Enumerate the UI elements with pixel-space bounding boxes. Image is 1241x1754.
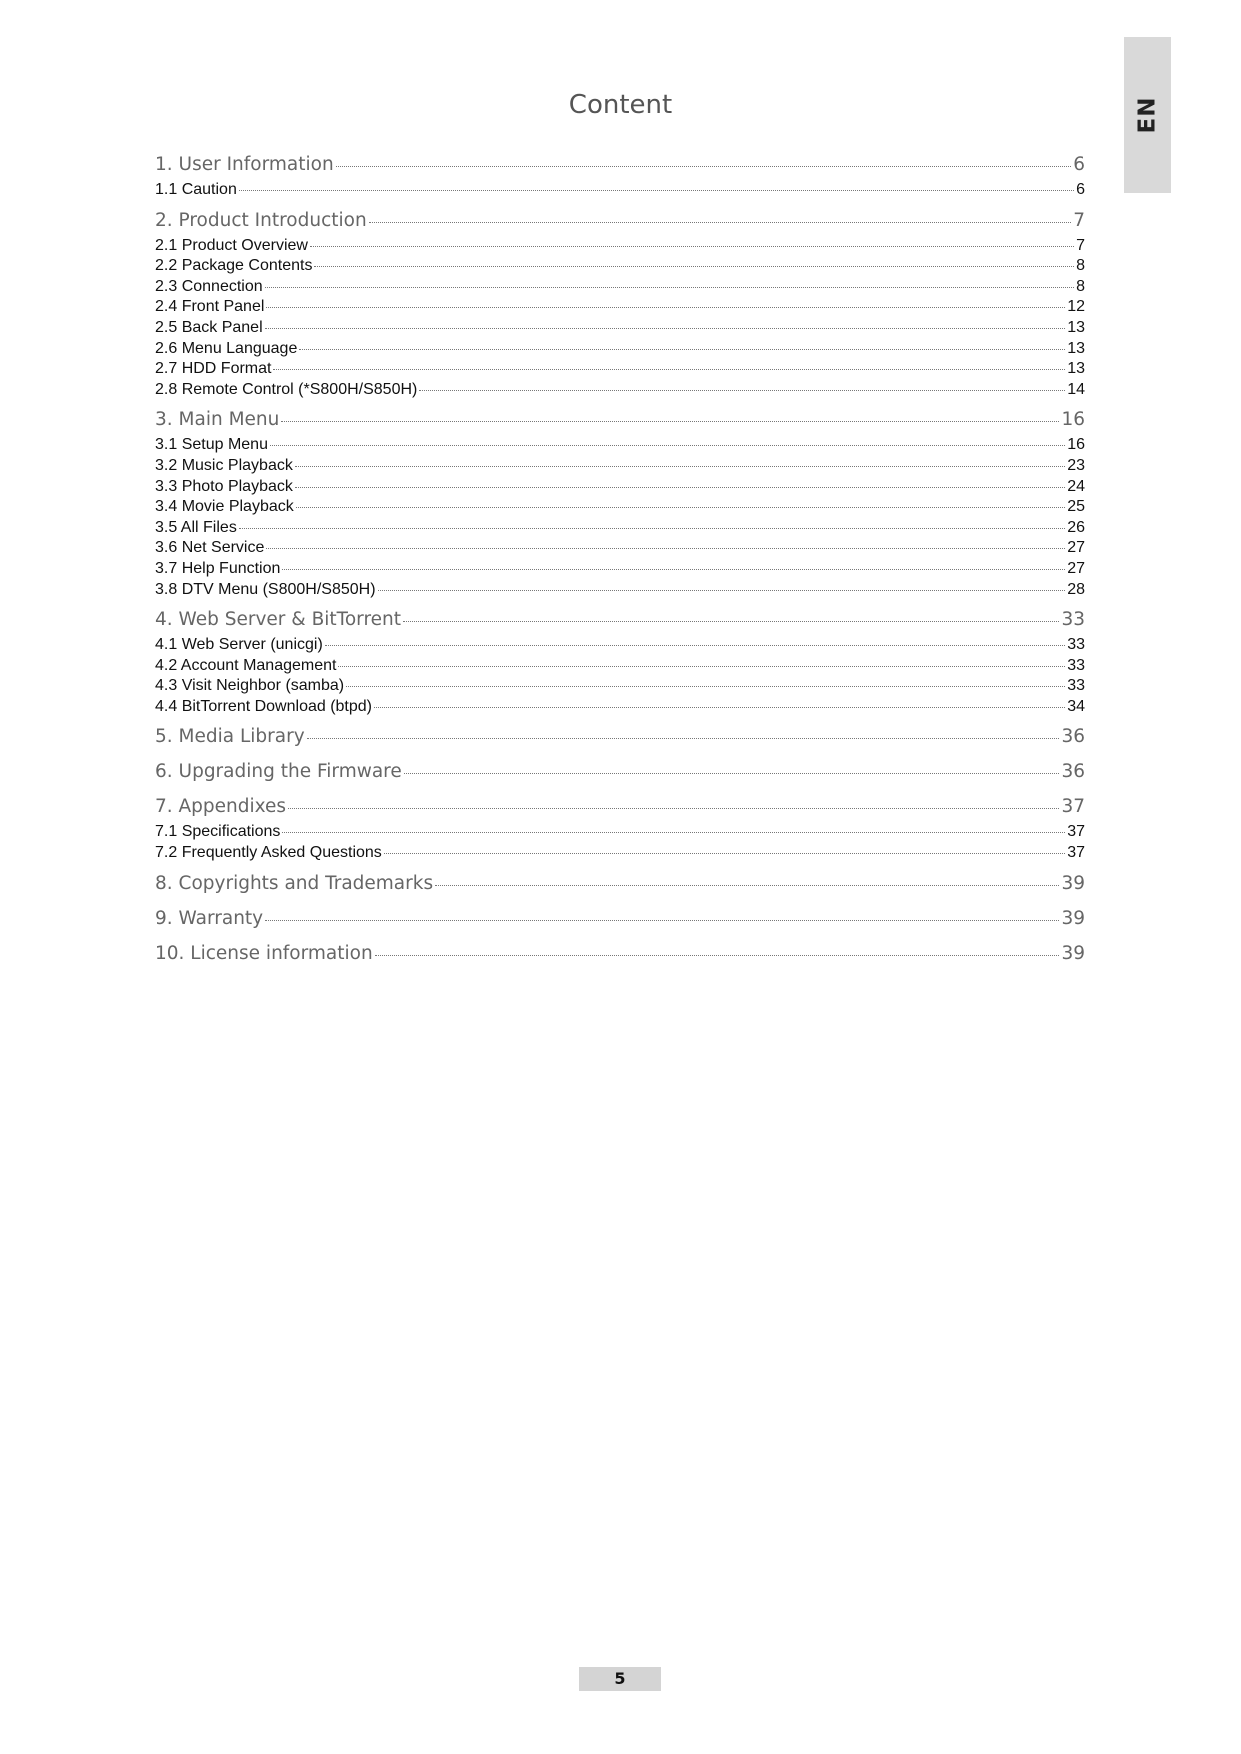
toc-subsection-entry [155, 256, 1085, 277]
toc-dot-leader [273, 369, 1065, 370]
toc-entry-page: 33 [1067, 656, 1085, 674]
toc-dot-leader [325, 645, 1065, 646]
toc-entry-page: 37 [1061, 796, 1085, 818]
toc-subsection-entry [155, 676, 1085, 697]
toc-dot-leader [404, 773, 1060, 774]
toc-dot-leader [266, 307, 1065, 308]
toc-section-entry [155, 939, 1085, 969]
toc-entry-label: 3.7 Help Function [155, 559, 281, 577]
toc-entry-page: 39 [1061, 872, 1085, 894]
toc-section-entry [155, 792, 1085, 822]
toc-entry-page: 36 [1061, 761, 1085, 783]
toc-dot-leader [375, 955, 1060, 956]
toc-entry-page: 8 [1076, 277, 1085, 295]
toc-section-entry [155, 150, 1085, 180]
toc-entry-label: 3.5 All Files [155, 518, 237, 536]
toc-entry-label: 3.3 Photo Playback [155, 477, 293, 495]
toc-entry-page: 25 [1067, 498, 1085, 516]
toc-entry-page: 13 [1067, 339, 1085, 357]
toc-dot-leader [295, 466, 1065, 467]
toc-dot-leader [288, 808, 1059, 809]
toc-dot-leader [295, 487, 1065, 488]
toc-entry-page: 33 [1067, 636, 1085, 654]
toc-dot-leader [338, 666, 1065, 667]
toc-entry-page: 7 [1073, 209, 1085, 231]
toc-subsection-entry [155, 656, 1085, 677]
toc-dot-leader [265, 328, 1066, 329]
toc-subsection-entry [155, 559, 1085, 580]
toc-entry-label: 4.1 Web Server (unicgi) [155, 636, 323, 654]
toc-entry-page: 33 [1061, 609, 1085, 631]
toc-section-entry [155, 757, 1085, 787]
toc-entry-label: 8. Copyrights and Trademarks [155, 872, 434, 894]
toc-dot-leader [384, 853, 1065, 854]
toc-dot-leader [374, 707, 1065, 708]
toc-entry-page: 39 [1061, 907, 1085, 929]
toc-entry-page: 12 [1067, 298, 1085, 316]
toc-dot-leader [270, 445, 1065, 446]
toc-entry-page: 33 [1067, 677, 1085, 695]
toc-dot-leader [299, 349, 1065, 350]
toc-entry-page: 14 [1067, 380, 1085, 398]
toc-entry-page: 16 [1067, 436, 1085, 454]
toc-entry-page: 7 [1076, 236, 1085, 254]
toc-dot-leader [281, 421, 1059, 422]
toc-entry-label: 2.6 Menu Language [155, 339, 298, 357]
toc-entry-page: 13 [1067, 360, 1085, 378]
toc-dot-leader [296, 507, 1065, 508]
toc-subsection-entry [155, 477, 1085, 498]
toc-entry-page: 27 [1067, 539, 1085, 557]
toc-entry-label: 4.2 Account Management [155, 656, 337, 674]
toc-entry-label: 3.1 Setup Menu [155, 436, 268, 454]
toc-entry-label: 7.1 Specifications [155, 823, 281, 841]
toc-dot-leader [282, 569, 1065, 570]
toc-entry-page: 6 [1073, 154, 1085, 175]
toc-entry-label: 3.2 Music Playback [155, 456, 293, 474]
toc-subsection-entry [155, 580, 1085, 601]
toc-entry-page: 6 [1076, 181, 1085, 198]
toc-entry-label: 3. Main Menu [155, 409, 280, 431]
toc-entry-label: 3.8 DTV Menu (S800H/S850H) [155, 580, 376, 598]
toc-entry-label: 7. Appendixes [155, 796, 287, 818]
toc-subsection-entry [155, 359, 1085, 380]
toc-entry-page: 28 [1067, 580, 1085, 598]
toc-subsection-entry [155, 518, 1085, 539]
page-title: Content [568, 90, 673, 120]
toc-subsection-entry [155, 456, 1085, 477]
toc-entry-label: 4.4 BitTorrent Download (btpd) [155, 697, 372, 715]
toc-entry-label: 2.5 Back Panel [155, 318, 263, 336]
toc-entry-page: 37 [1067, 823, 1085, 841]
language-tab-label: EN [1134, 96, 1161, 134]
toc-dot-leader [336, 166, 1072, 167]
toc-entry-label: 5. Media Library [155, 726, 305, 748]
toc-dot-leader [307, 738, 1060, 739]
toc-entry-label: 3.6 Net Service [155, 539, 265, 557]
table-of-contents [155, 150, 1085, 969]
toc-subsection-entry [155, 538, 1085, 559]
toc-subsection-entry [155, 697, 1085, 718]
toc-section-entry [155, 405, 1085, 435]
toc-dot-leader [266, 548, 1065, 549]
toc-entry-page: 8 [1076, 257, 1085, 275]
toc-entry-label: 4. Web Server & BitTorrent [155, 609, 402, 631]
toc-entry-label: 2.2 Package Contents [155, 257, 313, 275]
toc-dot-leader [314, 266, 1074, 267]
toc-subsection-entry [155, 339, 1085, 360]
toc-subsection-entry [155, 236, 1085, 257]
toc-entry-label: 2.8 Remote Control (*S800H/S850H) [155, 380, 418, 398]
toc-entry-label: 1.1 Caution [155, 181, 237, 198]
toc-dot-leader [346, 686, 1065, 687]
toc-entry-page: 16 [1061, 409, 1085, 431]
toc-entry-label: 2.3 Connection [155, 277, 263, 295]
toc-section-entry [155, 904, 1085, 934]
toc-dot-leader [419, 390, 1065, 391]
page-number: 5 [579, 1667, 661, 1691]
toc-entry-page: 39 [1061, 942, 1085, 964]
toc-entry-label: 2. Product Introduction [155, 209, 367, 231]
toc-entry-label: 2.1 Product Overview [155, 236, 308, 254]
toc-dot-leader [435, 885, 1059, 886]
toc-entry-page: 23 [1067, 456, 1085, 474]
toc-entry-page: 37 [1067, 844, 1085, 862]
toc-section-entry [155, 869, 1085, 899]
toc-entry-label: 9. Warranty [155, 907, 264, 929]
toc-dot-leader [239, 528, 1065, 529]
toc-entry-label: 2.4 Front Panel [155, 298, 265, 316]
toc-entry-page: 24 [1067, 477, 1085, 495]
toc-entry-label: 4.3 Visit Neighbor (samba) [155, 677, 345, 695]
toc-subsection-entry [155, 635, 1085, 656]
toc-subsection-entry [155, 318, 1085, 339]
toc-entry-page: 36 [1061, 726, 1085, 748]
toc-dot-leader [265, 287, 1074, 288]
toc-section-entry [155, 206, 1085, 236]
toc-section-entry [155, 722, 1085, 752]
toc-subsection-entry [155, 435, 1085, 456]
toc-subsection-entry [155, 380, 1085, 401]
toc-subsection-entry [155, 843, 1085, 864]
toc-dot-leader [282, 832, 1065, 833]
toc-dot-leader [310, 246, 1074, 247]
toc-subsection-entry [155, 822, 1085, 843]
toc-dot-leader [239, 190, 1074, 191]
toc-entry-page: 34 [1067, 697, 1085, 715]
toc-entry-label: 2.7 HDD Format [155, 360, 272, 378]
toc-subsection-entry [155, 277, 1085, 298]
toc-entry-label: 7.2 Frequently Asked Questions [155, 844, 382, 862]
toc-dot-leader [378, 590, 1066, 591]
toc-entry-page: 26 [1067, 518, 1085, 536]
toc-entry-page: 27 [1067, 559, 1085, 577]
toc-subsection-entry [155, 497, 1085, 518]
toc-dot-leader [265, 920, 1059, 921]
toc-entry-label: 1. User Information [155, 154, 334, 175]
toc-dot-leader [403, 621, 1059, 622]
toc-subsection-entry [155, 180, 1085, 201]
toc-entry-label: 6. Upgrading the Firmware [155, 761, 402, 783]
toc-entry-label: 10. License information [155, 942, 373, 964]
toc-entry-label: 3.4 Movie Playback [155, 498, 294, 516]
toc-section-entry [155, 605, 1085, 635]
toc-subsection-entry [155, 297, 1085, 318]
toc-entry-page: 13 [1067, 318, 1085, 336]
toc-dot-leader [369, 222, 1072, 223]
